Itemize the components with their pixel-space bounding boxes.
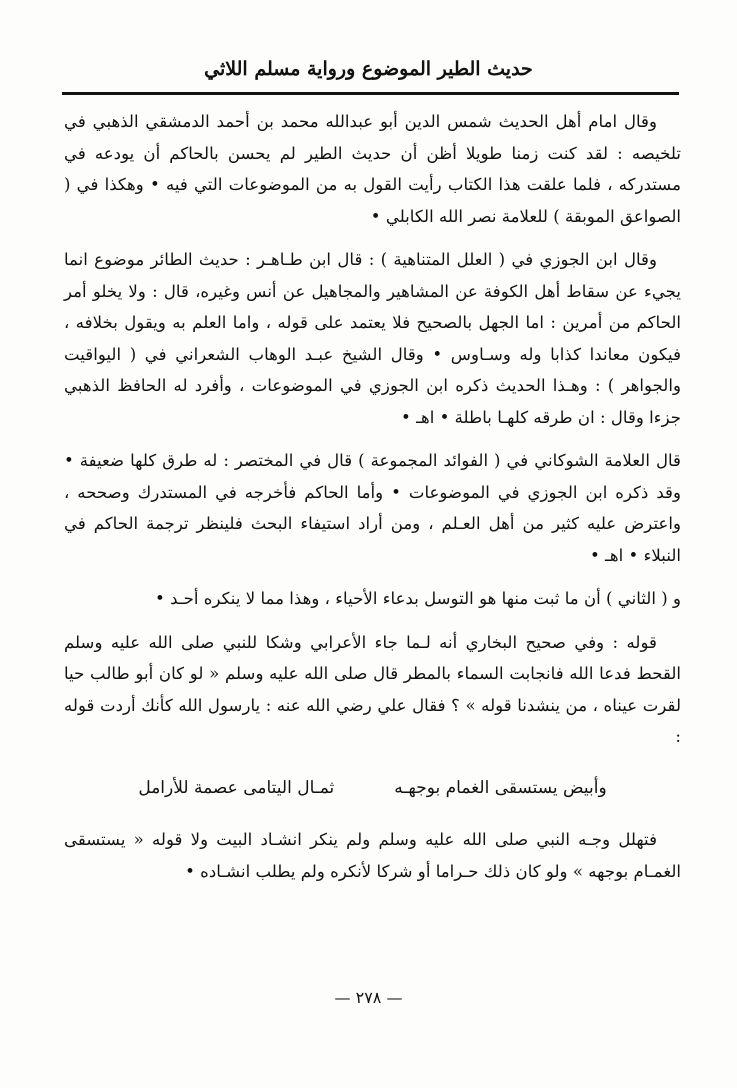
paragraph-ibn-al-jawzi: وقال ابن الجوزي في ( العلل المتناهية ) : قال ابن طـاهـر : حديث الطائر موضوع انما يجيء عن سقاط أهل الكوفة عن المشاهير والمجاهيل عن أنس وغيره، قال : ولا يخلو أمر الحاكم من أمرين : اما الجهل بالصحيح فلا يعتمد على قوله ، واما العلم به ويقول بخلافه ، فيكون معاندا كذابا وله وسـاوس • وقال الشيخ عبـد الوهاب الشعراني في ( اليواقيت والجواهر ) : وهـذا الحديث ذكره ابن الجوزي في الموضوعات ، وأفرد له الحافظ الذهبي جزءا وقال : ان طرقه كلهـا باطلة • اهـ • (64, 250, 681, 427)
paragraph-second-point: و ( الثاني ) أن ما ثبت منها هو التوسل بدعاء الأحياء ، وهذا مما لا ينكره أحـد • (155, 589, 681, 608)
running-header-title: حديث الطير الموضوع ورواية مسلم اللاثي (204, 58, 533, 80)
poem-second-hemistich: ثمـال اليتامى عصمة للأرامل (138, 777, 335, 798)
poem-verse (64, 773, 681, 805)
paragraph-bukhari: قوله : وفي صحيح البخاري أنه لـما جاء الأعرابي وشكا للنبي صلى الله عليه وسلم القحط فدعا الله فانجابت السماء بالمطر قال صلى الله عليه وسلم « لو كان أبو طالب حيا لقرت عيناه ، من ينشدنا قوله » ؟ فقال علي رضي الله عنه : يارسول الله كأنك أردت قوله : (64, 632, 681, 746)
page-number: — ٢٧٨ — (334, 988, 403, 1007)
poem-first-hemistich: وأبيض يستسقى الغمام بوجهـه (394, 777, 607, 798)
paragraph-closing: فتهلل وجـه النبي صلى الله عليه وسلم ولم ينكر انشـاد البيت ولا قوله « يستسقى الغمـام بوجهه » ولو كان ذلك حـراما أو شركا لأنكره ولم يطلب انشـاده • (64, 830, 681, 881)
header-divider (62, 92, 679, 95)
page-body (64, 106, 681, 887)
paragraph-shawkani: قال العلامة الشوكاني في ( الفوائد المجموعة ) قال في المختصر : له طرق كلها ضعيفة • وقد ذكره ابن الجوزي في الموضوعات • وأما الحاكم فأخرجه في المستدرك وصححه ، واعترض عليه كثير من أهل العـلم ، ومن أراد استيفاء البحث فلينظر ترجمة الحاكم في النبلاء • اهـ • (64, 451, 681, 565)
paragraph-dhahabi: وقال امام أهل الحديث شمس الدين أبو عبدالله محمد بن أحمد الدمشقي الذهبي في تلخيصه : لقد كنت زمنا طويلا أظن أن حديث الطير لم يحسن بالحاكم أن يودعه في مستدركه ، فلما علقت هذا الكتاب رأيت القول به من الموضوعات التي فيه • وهكذا في ( الصواعق الموبقة ) للعلامة نصر الله الكابلي • (64, 112, 681, 226)
